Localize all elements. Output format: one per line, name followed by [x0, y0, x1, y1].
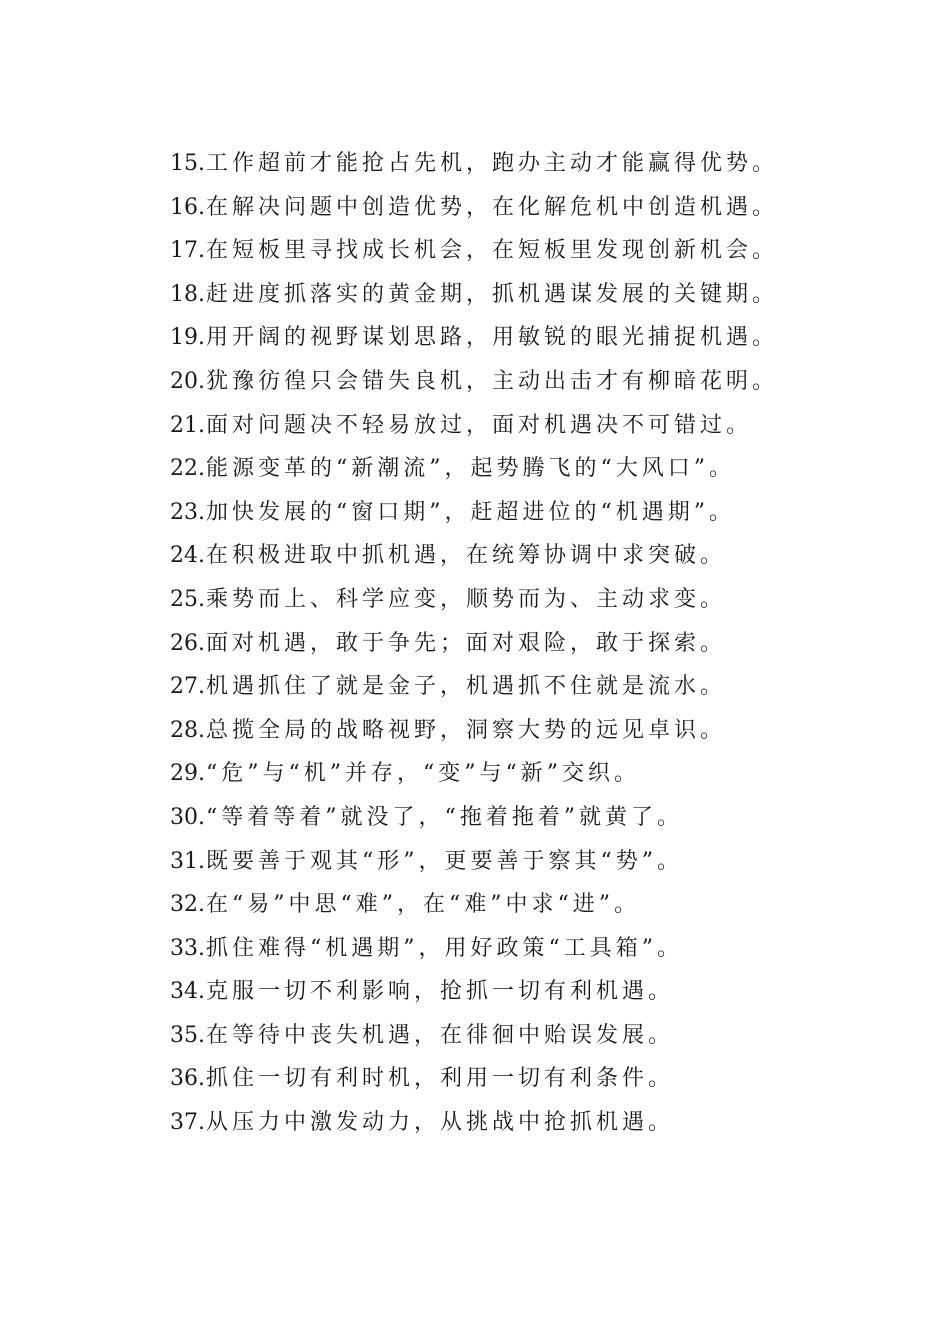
list-item-number: 24.	[170, 543, 205, 569]
list-item-number: 22.	[170, 456, 205, 482]
list-item	[170, 883, 930, 927]
list-item-number: 35.	[170, 1022, 205, 1048]
list-item-number: 25.	[170, 586, 205, 612]
list-item	[170, 229, 930, 273]
list-item-number: 21.	[170, 412, 205, 438]
list-item	[170, 622, 930, 666]
list-item-number: 34.	[170, 979, 205, 1005]
list-item-text: “等着等着”就没了，“拖着拖着”就黄了。	[206, 804, 683, 830]
list-item	[170, 796, 930, 840]
list-item-number: 16.	[170, 194, 205, 220]
list-item-text: 面对机遇，敢于争先；面对艰险，敢于探索。	[206, 630, 727, 656]
list-item-number: 19.	[170, 325, 205, 351]
list-item	[170, 1014, 930, 1058]
list-item-text: 工作超前才能抢占先机，跑办主动才能赢得优势。	[206, 151, 779, 176]
list-item	[170, 927, 930, 971]
list-item-number: 28.	[170, 717, 205, 743]
list-item	[170, 491, 930, 535]
list-item-text: 机遇抓住了就是金子，机遇抓不住就是流水。	[206, 674, 727, 700]
list-item-text: 加快发展的“窗口期”，赶超进位的“机遇期”。	[206, 499, 735, 525]
list-item-text: “危”与“机”并存，“变”与“新”交织。	[206, 761, 640, 787]
list-item-number: 20.	[170, 368, 205, 394]
list-item-text: 在解决问题中创造优势，在化解危机中创造机遇。	[206, 194, 779, 220]
list-item	[170, 447, 930, 491]
list-item-number: 37.	[170, 1110, 205, 1136]
list-item-text: 在短板里寻找成长机会，在短板里发现创新机会。	[206, 238, 779, 264]
list-item	[170, 578, 930, 622]
list-item-text: 总揽全局的战略视野，洞察大势的远见卓识。	[206, 717, 727, 743]
list-item	[170, 186, 930, 230]
list-item	[170, 142, 930, 186]
list-item	[170, 360, 930, 404]
list-item	[170, 534, 930, 578]
list-item	[170, 970, 930, 1014]
list-item	[170, 1057, 930, 1101]
list-item	[170, 665, 930, 709]
list-item-text: 克服一切不利影响，抢抓一切有利机遇。	[206, 979, 675, 1005]
list-item-number: 29.	[170, 761, 205, 787]
list-item-number: 18.	[170, 281, 205, 307]
list-item	[170, 1101, 930, 1145]
list-item-text: 在“易”中思“难”，在“难”中求“进”。	[206, 892, 640, 918]
list-item	[170, 404, 930, 448]
numbered-list	[170, 142, 930, 1145]
list-item-number: 30.	[170, 804, 205, 830]
list-item	[170, 840, 930, 884]
list-item-text: 在积极进取中抓机遇，在统筹协调中求突破。	[206, 543, 727, 569]
list-item-number: 27.	[170, 674, 205, 700]
list-item-text: 从压力中激发动力，从挑战中抢抓机遇。	[206, 1110, 675, 1136]
list-item-number: 15.	[170, 151, 205, 176]
list-item-text: 既要善于观其“形”，更要善于察其“势”。	[206, 848, 683, 874]
list-item-text: 能源变革的“新潮流”，起势腾飞的“大风口”。	[206, 456, 735, 482]
list-item-text: 乘势而上、科学应变，顺势而为、主动求变。	[206, 586, 727, 612]
list-item	[170, 316, 930, 360]
list-item-number: 31.	[170, 848, 205, 874]
list-item-number: 17.	[170, 238, 205, 264]
list-item-text: 抓住难得“机遇期”，用好政策“工具箱”。	[206, 935, 683, 961]
list-item	[170, 273, 930, 317]
list-item-number: 32.	[170, 892, 205, 918]
list-item	[170, 709, 930, 753]
list-item-text: 犹豫彷徨只会错失良机，主动出击才有柳暗花明。	[206, 368, 779, 394]
list-item-number: 33.	[170, 935, 205, 961]
list-item-text: 抓住一切有利时机，利用一切有利条件。	[206, 1066, 675, 1092]
list-item-text: 在等待中丧失机遇，在徘徊中贻误发展。	[206, 1022, 675, 1048]
list-item-text: 面对问题决不轻易放过，面对机遇决不可错过。	[206, 412, 753, 438]
list-item-text: 赶进度抓落实的黄金期，抓机遇谋发展的关键期。	[206, 281, 779, 307]
list-item-number: 36.	[170, 1066, 205, 1092]
list-item-text: 用开阔的视野谋划思路，用敏锐的眼光捕捉机遇。	[206, 325, 779, 351]
list-item-number: 26.	[170, 630, 205, 656]
list-item	[170, 752, 930, 796]
list-item-number: 23.	[170, 499, 205, 525]
